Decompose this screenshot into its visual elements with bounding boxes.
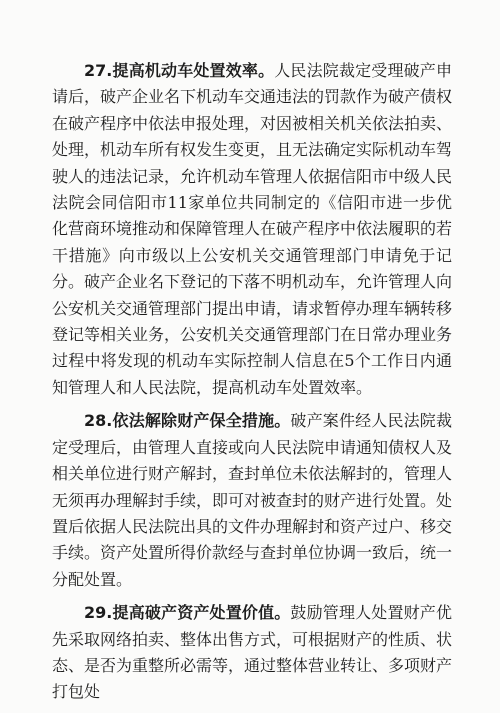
paragraph-29-text: 鼓励管理人处置财产优先采取网络拍卖、整体出售方式，可根据财产的性质、状态、是否为重整所必需等，通过整体营业转让、多项财产打包处	[52, 603, 453, 702]
paragraph-29-heading: 29.提高破产资产处置价值。	[84, 603, 291, 623]
document-body	[52, 58, 452, 713]
paragraph-27	[52, 58, 452, 401]
paragraph-29	[52, 600, 452, 706]
paragraph-27-heading: 27.提高机动车处置效率。	[84, 61, 275, 80]
paragraph-28	[52, 408, 452, 593]
paragraph-27-text: 人民法院裁定受理破产申请后，破产企业名下机动车交通违法的罚款作为破产债权在破产程序中依法申报处理，对因被相关机关依法拍卖、处理，机动车所有权发生变更，且无法确定实际机动车驾驶人的违法记录，允许机动车管理人依据信阳市中级人民法院会同信阳市11家单位共同制定的《信阳市进一步优化营商环境推动和保障管理人在破产程序中依法履职的若干措施》向市级以上公安机关交通管理部门申请免于记分。破产企业名下登记的下落不明机动车，允许管理人向公安机关交通管理部门提出申请，请求暂停办理车辆转移登记等相关业务，公安机关交通管理部门在日常办理业务过程中将发现的机动车实际控制人信息在5个工作日内通知管理人和人民法院，提高机动车处置效率。	[52, 61, 453, 397]
paragraph-28-text: 破产案件经人民法院裁定受理后，由管理人直接或向人民法院申请通知债权人及相关单位进行财产解封，查封单位未依法解封的，管理人无须再办理解封手续，即可对被查封的财产进行处置。处置后依据人民法院出具的文件办理解封和资产过户、移交手续。资产处置所得价款经与查封单位协调一致后，统一分配处置。	[52, 411, 453, 589]
paragraph-28-heading: 28.依法解除财产保全措施。	[84, 411, 291, 431]
